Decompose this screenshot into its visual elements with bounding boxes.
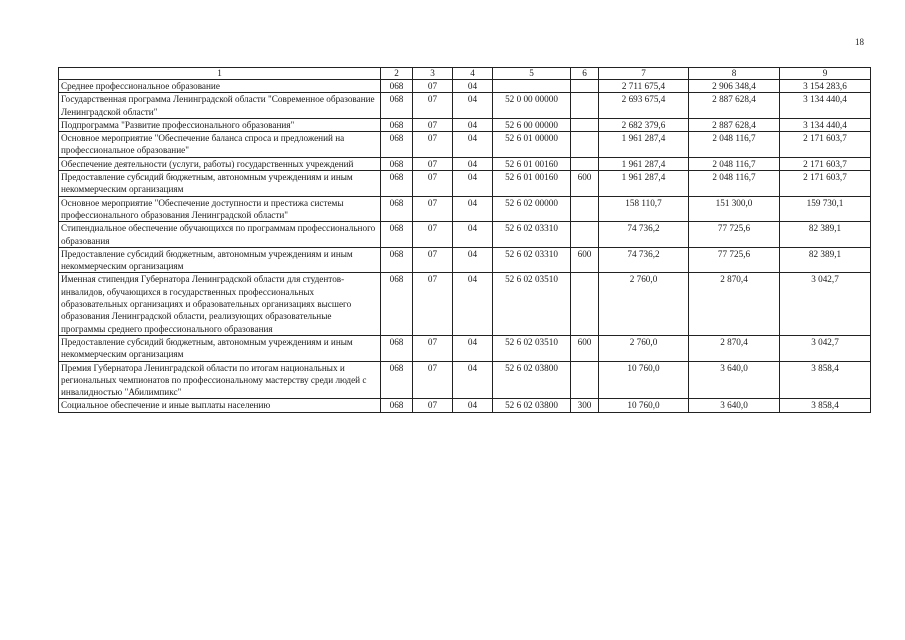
amount-year1-cell: 2 682 379,6: [599, 118, 689, 131]
row-name-cell: Премия Губернатора Ленинградской области по итогам национальных и региональных чемпионатов по профессиональному мастерству среди людей с инвалидностью "Абилимпикс": [59, 361, 381, 399]
target-article-cell: 52 6 02 03310: [493, 247, 571, 273]
amount-year1-cell: 10 760,0: [599, 399, 689, 412]
subsection-code-cell: 04: [453, 93, 493, 119]
table-row: [59, 196, 871, 222]
section-code-cell: 07: [413, 93, 453, 119]
amount-year2-cell: 2 048 116,7: [689, 171, 780, 197]
column-header: 7: [599, 68, 689, 80]
table-row: [59, 171, 871, 197]
amount-year1-cell: 158 110,7: [599, 196, 689, 222]
column-header: 4: [453, 68, 493, 80]
amount-year2-cell: 2 887 628,4: [689, 93, 780, 119]
ministry-code-cell: 068: [381, 80, 413, 93]
row-name-cell: Предоставление субсидий бюджетным, автономным учреждениям и иным некоммерческим организациям: [59, 247, 381, 273]
table-header-row: [59, 68, 871, 80]
amount-year3-cell: 2 171 603,7: [780, 132, 871, 158]
table-row: [59, 118, 871, 131]
table-row: [59, 222, 871, 248]
ministry-code-cell: 068: [381, 93, 413, 119]
section-code-cell: 07: [413, 361, 453, 399]
target-article-cell: 52 6 02 03510: [493, 335, 571, 361]
subsection-code-cell: 04: [453, 196, 493, 222]
amount-year1-cell: 2 711 675,4: [599, 80, 689, 93]
table-row: [59, 247, 871, 273]
amount-year2-cell: 2 887 628,4: [689, 118, 780, 131]
expense-type-cell: 600: [571, 335, 599, 361]
row-name-cell: Государственная программа Ленинградской области "Современное образование Ленинградской области": [59, 93, 381, 119]
amount-year1-cell: 74 736,2: [599, 247, 689, 273]
subsection-code-cell: 04: [453, 335, 493, 361]
column-header: 5: [493, 68, 571, 80]
amount-year3-cell: 3 858,4: [780, 361, 871, 399]
ministry-code-cell: 068: [381, 132, 413, 158]
subsection-code-cell: 04: [453, 171, 493, 197]
amount-year2-cell: 2 048 116,7: [689, 157, 780, 170]
row-name-cell: Подпрограмма "Развитие профессионального образования": [59, 118, 381, 131]
section-code-cell: 07: [413, 335, 453, 361]
expense-type-cell: [571, 118, 599, 131]
target-article-cell: 52 6 01 00160: [493, 157, 571, 170]
amount-year3-cell: 3 134 440,4: [780, 93, 871, 119]
amount-year3-cell: 3 858,4: [780, 399, 871, 412]
amount-year2-cell: 3 640,0: [689, 361, 780, 399]
target-article-cell: 52 6 01 00160: [493, 171, 571, 197]
subsection-code-cell: 04: [453, 247, 493, 273]
amount-year1-cell: 2 693 675,4: [599, 93, 689, 119]
target-article-cell: 52 6 02 03310: [493, 222, 571, 248]
amount-year2-cell: 2 906 348,4: [689, 80, 780, 93]
expense-type-cell: [571, 196, 599, 222]
amount-year1-cell: 1 961 287,4: [599, 171, 689, 197]
row-name-cell: Именная стипендия Губернатора Ленинградской области для студентов-инвалидов, обучающихся в государственных профессиональных образовательных организациях и образовательных организациях высшего образования Ленинградской области, реализующих образовательные программы среднего профессионального образования: [59, 273, 381, 335]
expense-type-cell: [571, 157, 599, 170]
section-code-cell: 07: [413, 171, 453, 197]
column-header: 9: [780, 68, 871, 80]
amount-year3-cell: 3 042,7: [780, 273, 871, 335]
ministry-code-cell: 068: [381, 247, 413, 273]
amount-year2-cell: 2 870,4: [689, 335, 780, 361]
section-code-cell: 07: [413, 80, 453, 93]
amount-year3-cell: 2 171 603,7: [780, 157, 871, 170]
amount-year3-cell: 2 171 603,7: [780, 171, 871, 197]
column-header: 2: [381, 68, 413, 80]
table-row: [59, 157, 871, 170]
amount-year2-cell: 3 640,0: [689, 399, 780, 412]
amount-year1-cell: 74 736,2: [599, 222, 689, 248]
expense-type-cell: 600: [571, 247, 599, 273]
amount-year3-cell: 3 042,7: [780, 335, 871, 361]
table-row: [59, 80, 871, 93]
target-article-cell: 52 6 02 03800: [493, 361, 571, 399]
amount-year2-cell: 77 725,6: [689, 222, 780, 248]
amount-year1-cell: 2 760,0: [599, 335, 689, 361]
target-article-cell: 52 0 00 00000: [493, 93, 571, 119]
subsection-code-cell: 04: [453, 222, 493, 248]
row-name-cell: Предоставление субсидий бюджетным, автономным учреждениям и иным некоммерческим организациям: [59, 335, 381, 361]
ministry-code-cell: 068: [381, 361, 413, 399]
section-code-cell: 07: [413, 118, 453, 131]
subsection-code-cell: 04: [453, 157, 493, 170]
subsection-code-cell: 04: [453, 361, 493, 399]
expense-type-cell: [571, 93, 599, 119]
section-code-cell: 07: [413, 132, 453, 158]
table-body: [59, 80, 871, 413]
expense-type-cell: [571, 273, 599, 335]
amount-year3-cell: 82 389,1: [780, 222, 871, 248]
ministry-code-cell: 068: [381, 335, 413, 361]
table-row: [59, 93, 871, 119]
amount-year1-cell: 10 760,0: [599, 361, 689, 399]
ministry-code-cell: 068: [381, 273, 413, 335]
subsection-code-cell: 04: [453, 80, 493, 93]
column-header: 6: [571, 68, 599, 80]
expense-type-cell: [571, 222, 599, 248]
amount-year1-cell: 1 961 287,4: [599, 132, 689, 158]
section-code-cell: 07: [413, 247, 453, 273]
ministry-code-cell: 068: [381, 222, 413, 248]
table-row: [59, 335, 871, 361]
table-row: [59, 399, 871, 412]
amount-year3-cell: 3 154 283,6: [780, 80, 871, 93]
table-row: [59, 132, 871, 158]
target-article-cell: [493, 80, 571, 93]
row-name-cell: Основное мероприятие "Обеспечение баланса спроса и предложений на профессиональное образование": [59, 132, 381, 158]
subsection-code-cell: 04: [453, 118, 493, 131]
amount-year1-cell: 2 760,0: [599, 273, 689, 335]
subsection-code-cell: 04: [453, 132, 493, 158]
amount-year3-cell: 159 730,1: [780, 196, 871, 222]
column-header: 1: [59, 68, 381, 80]
amount-year3-cell: 82 389,1: [780, 247, 871, 273]
ministry-code-cell: 068: [381, 157, 413, 170]
amount-year2-cell: 151 300,0: [689, 196, 780, 222]
ministry-code-cell: 068: [381, 171, 413, 197]
budget-table: [58, 67, 871, 413]
row-name-cell: Среднее профессиональное образование: [59, 80, 381, 93]
ministry-code-cell: 068: [381, 196, 413, 222]
expense-type-cell: [571, 361, 599, 399]
amount-year2-cell: 2 048 116,7: [689, 132, 780, 158]
subsection-code-cell: 04: [453, 273, 493, 335]
subsection-code-cell: 04: [453, 399, 493, 412]
section-code-cell: 07: [413, 399, 453, 412]
column-header: 8: [689, 68, 780, 80]
column-header: 3: [413, 68, 453, 80]
target-article-cell: 52 6 02 00000: [493, 196, 571, 222]
row-name-cell: Основное мероприятие "Обеспечение доступности и престижа системы профессионального образования Ленинградской области": [59, 196, 381, 222]
expense-type-cell: 600: [571, 171, 599, 197]
row-name-cell: Обеспечение деятельности (услуги, работы) государственных учреждений: [59, 157, 381, 170]
section-code-cell: 07: [413, 222, 453, 248]
amount-year3-cell: 3 134 440,4: [780, 118, 871, 131]
expense-type-cell: 300: [571, 399, 599, 412]
expense-type-cell: [571, 80, 599, 93]
target-article-cell: 52 6 01 00000: [493, 132, 571, 158]
amount-year1-cell: 1 961 287,4: [599, 157, 689, 170]
row-name-cell: Социальное обеспечение и иные выплаты населению: [59, 399, 381, 412]
table-row: [59, 361, 871, 399]
target-article-cell: 52 6 00 00000: [493, 118, 571, 131]
table-row: [59, 273, 871, 335]
amount-year2-cell: 2 870,4: [689, 273, 780, 335]
row-name-cell: Предоставление субсидий бюджетным, автономным учреждениям и иным некоммерческим организациям: [59, 171, 381, 197]
ministry-code-cell: 068: [381, 399, 413, 412]
ministry-code-cell: 068: [381, 118, 413, 131]
amount-year2-cell: 77 725,6: [689, 247, 780, 273]
section-code-cell: 07: [413, 157, 453, 170]
row-name-cell: Стипендиальное обеспечение обучающихся по программам профессионального образования: [59, 222, 381, 248]
page-number: 18: [855, 37, 864, 47]
target-article-cell: 52 6 02 03510: [493, 273, 571, 335]
section-code-cell: 07: [413, 273, 453, 335]
section-code-cell: 07: [413, 196, 453, 222]
expense-type-cell: [571, 132, 599, 158]
target-article-cell: 52 6 02 03800: [493, 399, 571, 412]
